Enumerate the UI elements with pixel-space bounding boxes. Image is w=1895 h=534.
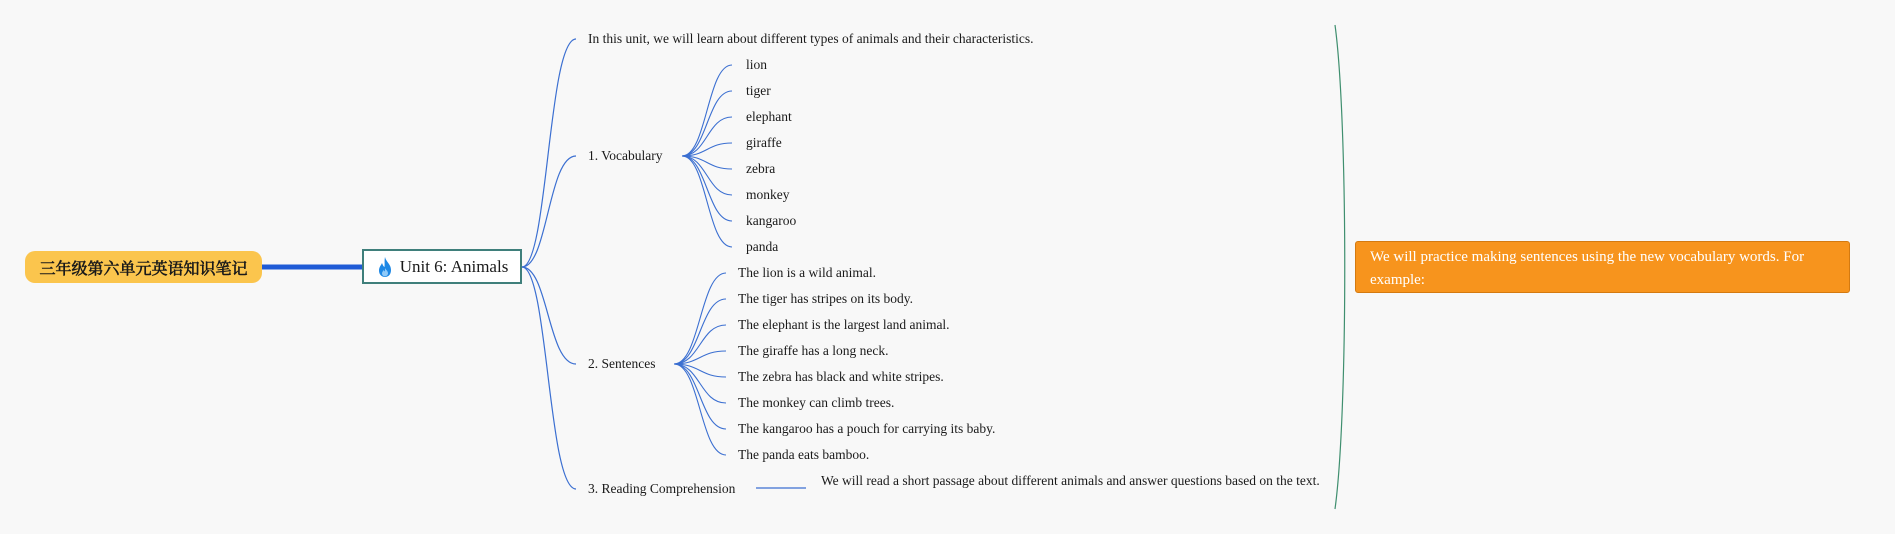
sentence-connector: [674, 273, 726, 364]
sentence-item[interactable]: The tiger has stripes on its body.: [738, 291, 913, 306]
vocabulary-connectors: [682, 65, 732, 247]
sentence-item[interactable]: The kangaroo has a pouch for carrying its baby.: [738, 421, 996, 436]
vocabulary-connector: [682, 156, 732, 247]
sentence-connector: [674, 364, 726, 429]
sentence-item[interactable]: The giraffe has a long neck.: [738, 343, 889, 358]
sentence-item[interactable]: The panda eats bamboo.: [738, 447, 870, 462]
callout-text: We will practice making sentences using the new vocabulary words. For example:: [1370, 249, 1805, 288]
vocabulary-connector: [682, 65, 732, 156]
sentence-item[interactable]: The elephant is the largest land animal.: [738, 317, 950, 332]
vocabulary-item[interactable]: panda: [746, 239, 779, 254]
vocabulary-item[interactable]: kangaroo: [746, 213, 797, 228]
vocabulary-item[interactable]: elephant: [746, 109, 792, 124]
sentence-item[interactable]: The lion is a wild animal.: [738, 265, 876, 280]
vocabulary-item[interactable]: monkey: [746, 187, 790, 202]
root-node[interactable]: [25, 251, 262, 283]
branch-intro: [522, 39, 576, 267]
vocabulary-item[interactable]: lion: [746, 57, 768, 72]
fire-icon: [376, 256, 394, 278]
sentence-connectors: [674, 273, 726, 455]
vocabulary-branch[interactable]: 1. Vocabulary: [588, 148, 663, 163]
branch-sentences: [522, 267, 576, 364]
vocabulary-item[interactable]: giraffe: [746, 135, 782, 150]
reading-branch[interactable]: 3. Reading Comprehension: [588, 481, 736, 496]
topic-label: Unit 6: Animals: [399, 256, 509, 276]
vocabulary-item[interactable]: zebra: [746, 161, 776, 176]
sentence-connector: [674, 364, 726, 455]
summary-callout[interactable]: [1355, 241, 1850, 293]
sentence-item[interactable]: The zebra has black and white stripes.: [738, 369, 944, 384]
sentence-item[interactable]: The monkey can climb trees.: [738, 395, 895, 410]
intro-text[interactable]: In this unit, we will learn about different types of animals and their characteristics.: [588, 31, 1034, 46]
branch-vocabulary: [522, 156, 576, 267]
summary-bracket: [1335, 25, 1345, 509]
topic-node[interactable]: [362, 249, 522, 284]
root-label: 三年级第六单元英语知识笔记: [39, 258, 248, 278]
reading-detail[interactable]: We will read a short passage about different animals and answer questions based on the text.: [821, 473, 1320, 488]
sentence-connector: [674, 299, 726, 364]
vocabulary-connector: [682, 156, 732, 221]
vocabulary-connector: [682, 91, 732, 156]
branch-reading: [522, 267, 576, 489]
vocabulary-item[interactable]: tiger: [746, 83, 771, 98]
sentences-branch[interactable]: 2. Sentences: [588, 356, 656, 371]
